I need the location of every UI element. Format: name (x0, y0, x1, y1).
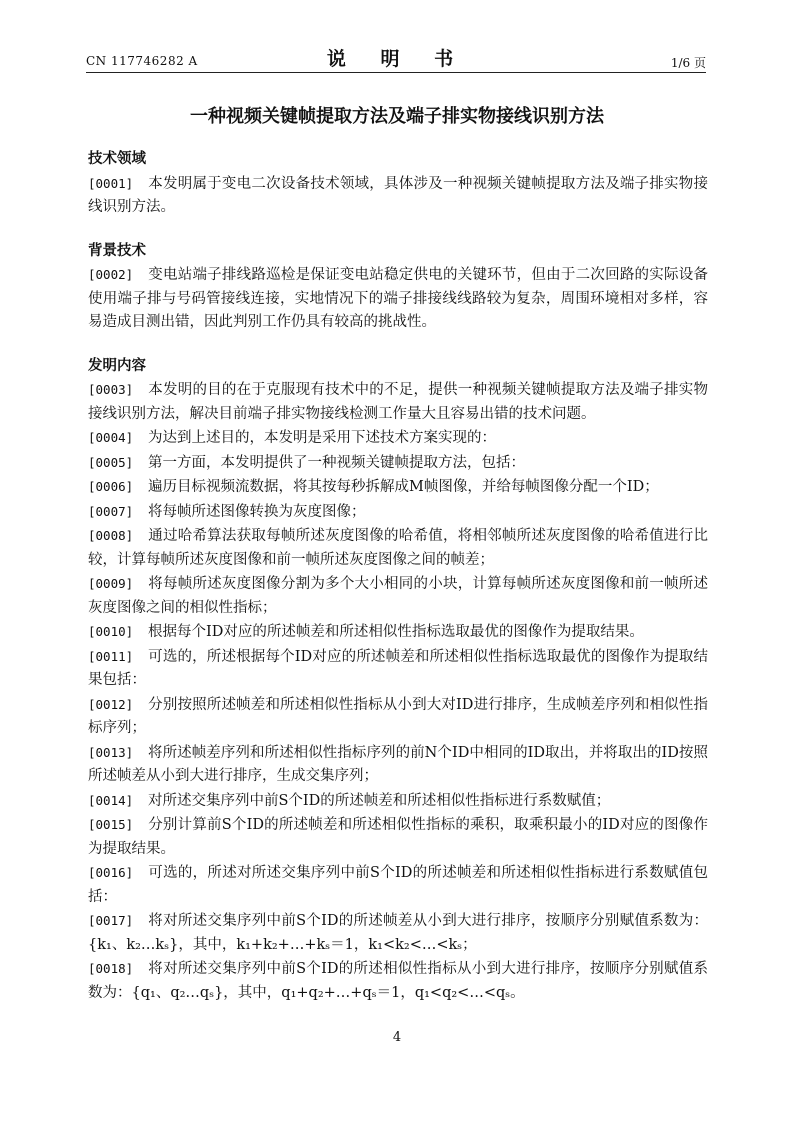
paragraph-number: [0011] (88, 648, 134, 664)
paragraph-text: 可选的，所述根据每个ID对应的所述帧差和所述相似性指标选取最优的图像作为提取结果包括： (88, 648, 708, 688)
paragraph-number: [0014] (88, 792, 134, 808)
paragraph-text: 分别计算前S个ID的所述帧差和所述相似性指标的乘积，取乘积最小的ID对应的图像作为提取结果。 (88, 817, 708, 857)
paragraph-text: 可选的，所述对所述交集序列中前S个ID的所述帧差和所述相似性指标进行系数赋值包括： (88, 865, 708, 905)
paragraph-text: 变电站端子排线路巡检是保证变电站稳定供电的关键环节，但由于二次回路的实际设备使用端子排与号码管接线连接，实地情况下的端子排接线线路较为复杂，周围环境相对多样，容易造成目测出错，因此判别工作仍具有较高的挑战性。 (88, 267, 708, 330)
paragraph-text: 遍历目标视频流数据，将其按每秒拆解成M帧图像，并给每帧图像分配一个ID； (148, 479, 659, 495)
document-title: 一种视频关键帧提取方法及端子排实物接线识别方法 (190, 106, 604, 127)
paragraph-text: 通过哈希算法获取每帧所述灰度图像的哈希值，将相邻帧所述灰度图像的哈希值进行比较，计算每帧所述灰度图像和前一帧所述灰度图像之间的帧差； (88, 528, 708, 568)
paragraph-number: [0005] (88, 454, 134, 470)
paragraph-text: 根据每个ID对应的所述帧差和所述相似性指标选取最优的图像作为提取结果。 (148, 624, 644, 640)
section-heading-summary: 发明内容 (88, 357, 146, 374)
paragraph (88, 572, 708, 620)
document-body (88, 148, 708, 1005)
paragraph-number: [0013] (88, 744, 134, 760)
paragraph (88, 693, 708, 741)
section-heading-tech-field: 技术领域 (88, 151, 146, 167)
paragraph (88, 909, 708, 957)
paragraph (88, 789, 708, 814)
paragraph (88, 451, 708, 476)
paragraph (88, 426, 708, 451)
paragraph-number: [0001] (88, 175, 134, 191)
paragraph-text: 将每帧所述图像转换为灰度图像； (148, 503, 366, 520)
paragraph (88, 263, 708, 335)
paragraph (88, 861, 708, 909)
paragraph-number: [0017] (88, 913, 134, 928)
paragraph (88, 620, 708, 645)
paragraph-number: [0012] (88, 696, 134, 712)
paragraph-number: [0008] (88, 528, 134, 543)
paragraph-number: [0015] (88, 817, 134, 832)
paragraph-number: [0006] (88, 479, 134, 494)
paragraph (88, 475, 708, 500)
paragraph-text: 本发明的目的在于克服现有技术中的不足，提供一种视频关键帧提取方法及端子排实物接线识别方法，解决目前端子排实物接线检测工作量大且容易出错的技术问题。 (88, 382, 708, 422)
paragraph-number: [0018] (88, 961, 134, 976)
paragraph-number: [0010] (88, 624, 134, 639)
page-number: 4 (392, 1030, 402, 1045)
paragraph-text: 将每帧所述灰度图像分割为多个大小相同的小块，计算每帧所述灰度图像和前一帧所述灰度图像之间的相似性指标； (88, 576, 708, 616)
paragraph (88, 172, 708, 220)
paragraph (88, 813, 708, 861)
paragraph-text: 对所述交集序列中前S个ID的所述帧差和所述相似性指标进行系数赋值； (148, 792, 611, 809)
page-info: 1/6 页 (670, 56, 706, 70)
paragraph-text: 为达到上述目的，本发明是采用下述技术方案实现的： (148, 430, 496, 446)
paragraph-text: 将对所述交集序列中前S个ID的所述帧差从小到大进行排序，按顺序分别赋值系数为：{k₁、k₂…kₛ}，其中，k₁+k₂+…+kₛ＝1，k₁<k₂<…<kₛ； (88, 913, 708, 953)
paragraph-number: [0016] (88, 865, 134, 880)
paragraph-number: [0007] (88, 503, 134, 519)
paragraph-number: [0009] (88, 576, 134, 591)
paragraph-text: 本发明属于变电二次设备技术领域，具体涉及一种视频关键帧提取方法及端子排实物接线识别方法。 (88, 175, 708, 215)
section-heading-background: 背景技术 (88, 242, 146, 259)
paragraph-text: 第一方面，本发明提供了一种视频关键帧提取方法，包括： (148, 454, 525, 471)
paragraph-text: 将所述帧差序列和所述相似性指标序列的前N个ID中相同的ID取出，并将取出的ID按照所述帧差从小到大进行排序，生成交集序列； (88, 744, 708, 784)
paragraph-number: [0004] (88, 430, 134, 445)
header-rule (86, 72, 706, 73)
paragraph (88, 957, 708, 1005)
publication-number: CN 117746282 A (86, 54, 198, 68)
paragraph-text: 将对所述交集序列中前S个ID的所述相似性指标从小到大进行排序，按顺序分别赋值系数为：{q₁、q₂…qₛ}，其中，q₁+q₂+…+qₛ＝1，q₁<q₂<…<qₛ。 (88, 961, 708, 1001)
paragraph-number: [0002] (88, 267, 134, 282)
paragraph-number: [0003] (88, 382, 134, 397)
paragraph (88, 524, 708, 572)
paragraph (88, 500, 708, 525)
paragraph (88, 741, 708, 789)
paragraph (88, 645, 708, 693)
paragraph-text: 分别按照所述帧差和所述相似性指标从小到大对ID进行排序，生成帧差序列和相似性指标序列； (88, 696, 708, 736)
document-type: 说 明 书 (326, 48, 468, 70)
paragraph (88, 378, 708, 426)
